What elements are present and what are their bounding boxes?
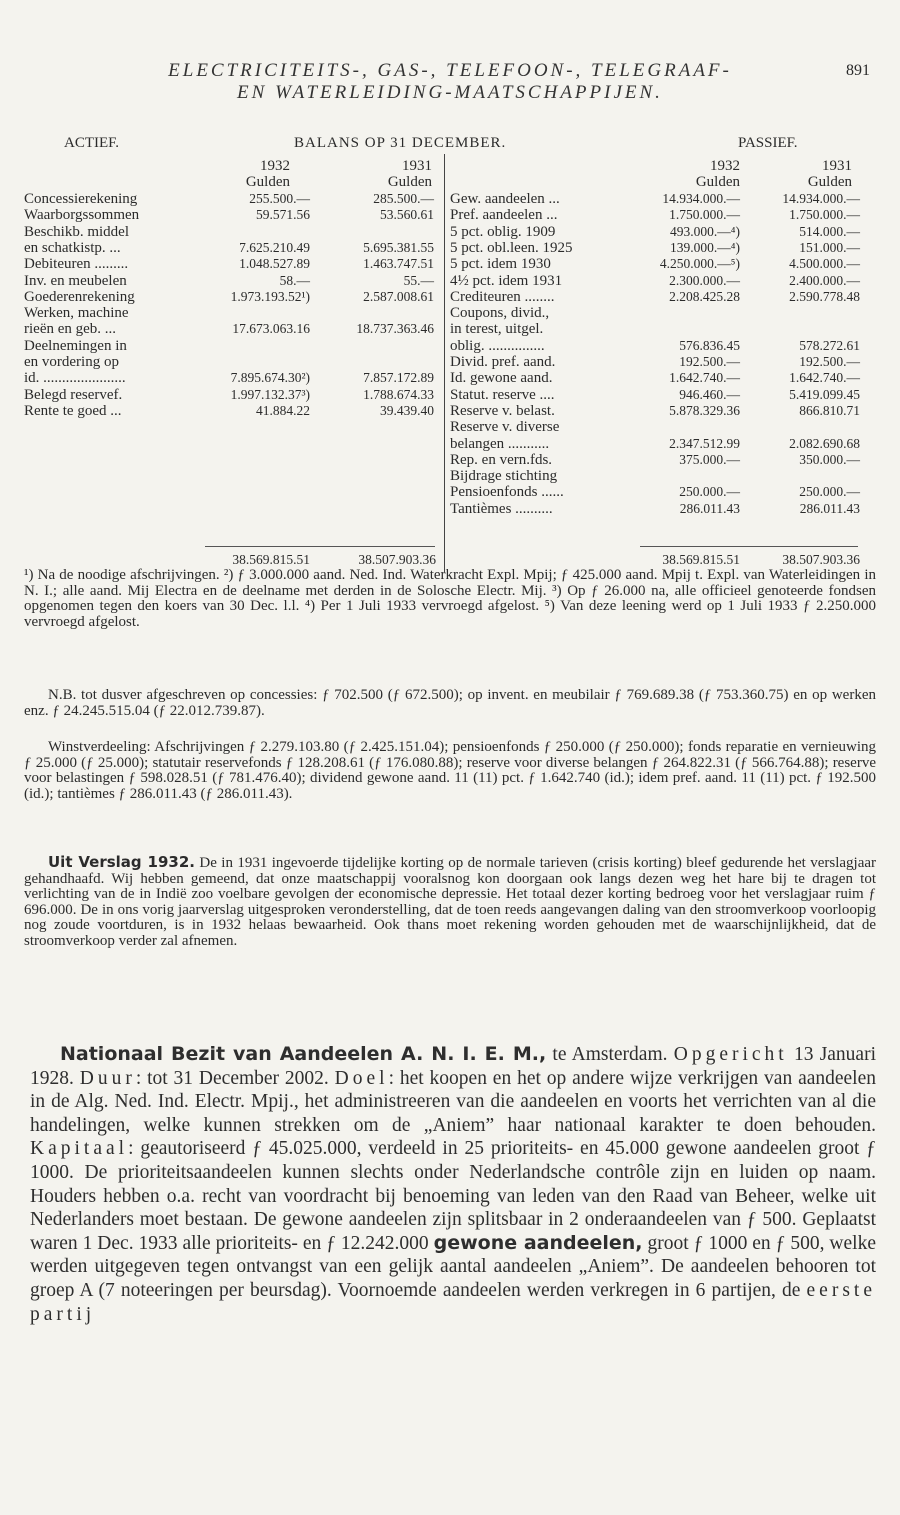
asset-row-value-1931: 7.857.172.89 (363, 370, 434, 386)
kapitaal-text: : geautoriseerd ƒ 45.025.000, verdeeld in 25 prioriteits- en 45.000 gewone aandeelen groot ƒ 1000. De prioriteitsaandeelen kunnen slechts onder Nederlandsche contrôle zijn en luiden op naam. Houders hebben o.a. recht van voordracht bij benoeming van leden van den Raad van Beheer, welke uit Nederlanders moet bestaan. De gewone aandeelen zijn splitsbaar in 2 onderaandeelen van ƒ 500. Geplaatst waren 1 Dec. 1933 alle prioriteits- en ƒ 12.242.000 (30, 1138, 876, 1254)
running-header (0, 60, 900, 104)
asset-row-value-1932: 7.625.210.49 (239, 239, 310, 255)
asset-row-value-1931: 2.587.008.61 (363, 288, 434, 304)
kapitaal-label: Kapitaal (30, 1138, 129, 1160)
asset-row-value-1932: 255.500.— (249, 191, 310, 206)
footnotes: ¹) Na de noodige afschrijvingen. ²) ƒ 3.000.000 aand. Ned. Ind. Waterkracht Expl. Mpij; ƒ 425.000 aand. Mpij t. Expl. van Waterleidingen in N. I.; alle aand. Mij Electra en de deelname met derden in de Solosche Electr. Mij. ³) Op ƒ 26.000 na, alle officieel genoteerde fondsen opgenomen tegen den koers van 30 Dec. l.l. ⁴) Per 1 Juli 1933 vervroegd afgelost. ⁵) Van deze leening werd op 1 Juli 1933 ƒ 2.250.000 vervroegd afgelost. (24, 567, 876, 630)
header-line-1: ELECTRICITEITS-, GAS-, TELEFOON-, TELEGRAAF- (168, 60, 732, 81)
asset-row-value-1931: 53.560.61 (380, 207, 434, 223)
total-liab-1932: 38.569.815.51 (662, 552, 740, 567)
liability-row-label: Divid. pref. aand. (450, 354, 556, 370)
liability-row-label: 5 pct. obl.leen. 1925 (450, 239, 573, 256)
liability-row-value-1931: 578.272.61 (799, 337, 860, 353)
total-assets-1931: 38.507.903.36 (358, 552, 436, 567)
asset-row-label: id. ...................... (24, 370, 126, 387)
liability-row-value-1931: 1.642.740.— (789, 370, 860, 386)
liability-row-value-1931: 2.082.690.68 (789, 435, 860, 451)
eerste-partij: eerste partij (30, 1279, 876, 1325)
rest-text: groot ƒ 1000 en ƒ 500, welke werden uitgegeven tegen ontvangst van een gelijk aantal aandeelen „Aniem”. De aandeelen behooren tot groep A (7 noteeringen per beursdag). Voornoemde aandeelen werden verkregen in 6 partijen, de (30, 1232, 876, 1301)
liability-row-value-1932: 1.642.740.— (669, 370, 740, 386)
liability-row-value-1931: 514.000.— (799, 223, 860, 239)
asset-row-label: Belegd reservef. (24, 386, 123, 403)
nationaal-entry (30, 1043, 876, 1326)
liability-row-value-1932: 286.011.43 (679, 500, 740, 516)
asset-row-label: Deelnemingen in (24, 337, 127, 354)
liability-row-value-1932: 2.300.000.— (669, 272, 740, 288)
liability-row-label: Pref. aandeelen ... (450, 207, 558, 224)
asset-row-value-1931: 1.463.747.51 (363, 256, 434, 272)
total-assets-1932: 38.569.815.51 (232, 552, 310, 567)
asset-row-value-1932: 17.673.063.16 (232, 321, 310, 337)
liability-row-label: Reserve v. diverse (450, 419, 560, 436)
liability-row-label: Reserve v. belast. (450, 402, 555, 419)
liability-row-value-1931: 151.000.— (799, 239, 860, 255)
duur-text: : tot 31 December 2002. (135, 1067, 335, 1089)
liability-row-label: Crediteuren ........ (450, 288, 555, 305)
liability-row-label: oblig. ............... (450, 337, 545, 354)
liability-row-value-1931: 4.500.000.— (789, 256, 860, 272)
liability-row-label: Id. gewone aand. (450, 370, 553, 387)
liability-row-value-1931: 286.011.43 (799, 500, 860, 516)
liability-row-label: Statut. reserve .... (450, 386, 555, 403)
asset-row-value-1932: 1.997.132.37³) (230, 386, 310, 402)
liability-row-value-1932: 14.934.000.— (662, 191, 740, 206)
liability-row-label: in terest, uitgel. (450, 321, 544, 338)
asset-row-value-1932: 58.— (279, 272, 310, 288)
liability-row-value-1932: 375.000.— (679, 451, 740, 467)
liability-row-label: Coupons, divid., (450, 305, 550, 322)
opgericht-text: 13 Januari 1928. (30, 1044, 876, 1089)
liability-row-value-1931: 350.000.— (799, 451, 860, 467)
asset-row-label: Werken, machine (24, 305, 129, 322)
asset-row-value-1932: 1.973.193.52¹) (230, 288, 310, 304)
liability-row-value-1931: 1.750.000.— (789, 207, 860, 223)
liability-row-value-1932: 946.460.— (679, 386, 740, 402)
asset-row-label: Inv. en meubelen (24, 272, 127, 289)
verslag-heading: Uit Verslag 1932. (48, 853, 195, 871)
liability-row-value-1932: 2.208.425.28 (669, 288, 740, 304)
opgericht-label: Opgericht (673, 1044, 788, 1065)
asset-row-label: en vordering op (24, 354, 119, 370)
verslag-paragraph (24, 855, 876, 950)
liability-row-value-1932: 1.750.000.— (669, 207, 740, 223)
asset-total-rule (205, 546, 435, 547)
asset-row-value-1932: 41.884.22 (256, 402, 310, 418)
asset-row-label: Beschikb. middel (24, 223, 129, 240)
liability-row-value-1932: 192.500.— (679, 354, 740, 369)
asset-row-label: rieën en geb. ... (24, 321, 117, 338)
liab-currency-1932: Gulden (695, 174, 740, 190)
header-line-2: EN WATERLEIDING-MAATSCHAPPIJEN. (237, 82, 663, 103)
asset-row-label: Concessierekening (24, 191, 138, 207)
asset-row-value-1931: 39.439.40 (380, 402, 434, 418)
asset-row-value-1931: 1.788.674.33 (363, 386, 434, 402)
liability-row-value-1932: 5.878.329.36 (669, 402, 740, 418)
asset-currency-1931: Gulden (387, 174, 432, 190)
liab-currency-1931: Gulden (807, 174, 852, 190)
asset-year-1932: 1932 (260, 158, 290, 174)
liability-row-label: Bijdrage stichting (450, 468, 558, 485)
column-divider (444, 154, 445, 572)
asset-row-label: Waarborgssommen (24, 207, 140, 224)
liability-row-value-1931: 2.400.000.— (789, 272, 860, 288)
nb-paragraph: N.B. tot dusver afgeschreven op concessies: ƒ 702.500 (ƒ 672.500); op invent. en meubilair ƒ 769.689.38 (ƒ 753.360.75) en op werken enz. ƒ 24.245.515.04 (ƒ 22.012.739.87). (24, 687, 876, 719)
passief-label: PASSIEF. (738, 135, 798, 151)
asset-row-value-1932: 7.895.674.30²) (230, 370, 310, 386)
asset-row-value-1932: 59.571.56 (256, 207, 310, 223)
winstverdeeling-paragraph: Winstverdeeling: Afschrijvingen ƒ 2.279.103.80 (ƒ 2.425.151.04); pensioenfonds ƒ 250.000 (ƒ 250.000); fonds reparatie en vernieuwing ƒ 25.000 (ƒ 25.000); statutair reservefonds ƒ 128.208.61 (ƒ 176.080.88); reserve voor diverse belangen ƒ 264.822.31 (ƒ 566.764.88); reserve voor belastingen ƒ 598.028.51 (ƒ 781.476.40); dividend gewone aand. 11 (11) pct. ƒ 1.642.740 (id.); idem pref. aand. 11 (11) pct. ƒ 192.500 (id.); tantièmes ƒ 286.011.43 (ƒ 286.011.43). (24, 739, 876, 802)
company-name: Nationaal Bezit van Aandeelen A. N. I. E. M., (60, 1043, 547, 1065)
liability-row-value-1932: 250.000.— (679, 484, 740, 500)
company-place: te Amsterdam. (546, 1044, 668, 1065)
asset-row-value-1931: 18.737.363.46 (356, 321, 434, 337)
verslag-text: De in 1931 ingevoerde tijdelijke korting op de normale tarieven (crisis korting) bleef gedurende het verslagjaar gehandhaafd. Wij hebben gemeend, dat onze maatschappij vooralsnog kon doorgaan ook langs dezen weg het hare bij te dragen tot verlichting van de in Indië zoo voelbare gevolgen der economische depressie. Het totaal dezer korting bedroeg voor het verslagjaar ruim ƒ 696.000. De in ons vorig jaarverslag uitgesproken veronderstelling, dat de toen reeds aangevangen daling van den stroomverkoop voorloopig nog zoude voortduren, is in 1932 helaas bewaarheid. Ook thans moet rekening worden gehouden met de waarschijnlijkheid, dat de stroomverkoop verder zal afnemen. (24, 855, 877, 949)
liab-total-rule (640, 546, 858, 547)
asset-row-value-1932: 1.048.527.89 (239, 256, 310, 272)
liability-row-value-1931: 14.934.000.— (782, 191, 860, 206)
asset-row-label: Debiteuren ......... (24, 256, 129, 273)
liability-row-value-1931: 866.810.71 (799, 402, 860, 418)
duur-label: Duur (79, 1067, 136, 1089)
doel-text: : het koopen en het op andere wijze verkrijgen van aandeelen in de Alg. Ned. Ind. Electr. Mpij., het administreeren van die aandeelen en voorts het verrichten van al die handelingen, welke kunnen strekken om de „Aniem” haar nationaal karakter te doen behouden. (30, 1067, 877, 1136)
liability-row-label: 5 pct. idem 1930 (450, 256, 551, 273)
liability-row-label: Gew. aandeelen ... (450, 191, 560, 207)
liab-year-1932: 1932 (710, 158, 740, 174)
asset-row-label: Rente te goed ... (24, 402, 122, 419)
total-liab-1931: 38.507.903.36 (782, 552, 860, 567)
gewone-aandeelen-bold: gewone aandeelen, (433, 1231, 643, 1254)
liability-row-label: Tantièmes .......... (450, 500, 553, 517)
liability-row-label: Pensioenfonds ...... (450, 484, 564, 501)
doel-label: Doel (334, 1067, 389, 1089)
liability-row-value-1931: 250.000.— (799, 484, 860, 500)
page-number: 891 (846, 62, 870, 79)
liability-row-value-1931: 2.590.778.48 (789, 288, 860, 304)
asset-row-value-1931: 55.— (403, 272, 434, 288)
liability-row-label: Rep. en vern.fds. (450, 451, 553, 468)
liability-row-label: 5 pct. oblig. 1909 (450, 223, 556, 240)
liability-row-label: 4½ pct. idem 1931 (450, 272, 563, 289)
asset-year-1931: 1931 (402, 158, 432, 174)
asset-row-value-1931: 285.500.— (373, 191, 434, 206)
asset-currency-1932: Gulden (245, 174, 290, 190)
balance-title: BALANS OP 31 DECEMBER. (294, 135, 507, 151)
liability-row-value-1932: 2.347.512.99 (669, 435, 740, 451)
liability-row-value-1932: 139.000.—⁴) (670, 239, 740, 255)
asset-row-label: en schatkistp. ... (24, 239, 121, 256)
asset-row-label: Goederenrekening (24, 288, 135, 305)
liability-row-value-1931: 192.500.— (799, 354, 860, 369)
liability-row-value-1931: 5.419.099.45 (789, 386, 860, 402)
actief-label: ACTIEF. (64, 135, 120, 151)
liability-row-value-1932: 4.250.000.—⁵) (659, 256, 740, 272)
liability-row-value-1932: 493.000.—⁴) (670, 223, 740, 239)
liab-year-1931: 1931 (822, 158, 852, 174)
liability-row-value-1932: 576.836.45 (679, 337, 740, 353)
asset-row-value-1931: 5.695.381.55 (363, 239, 434, 255)
liability-row-label: belangen ........... (450, 435, 550, 452)
